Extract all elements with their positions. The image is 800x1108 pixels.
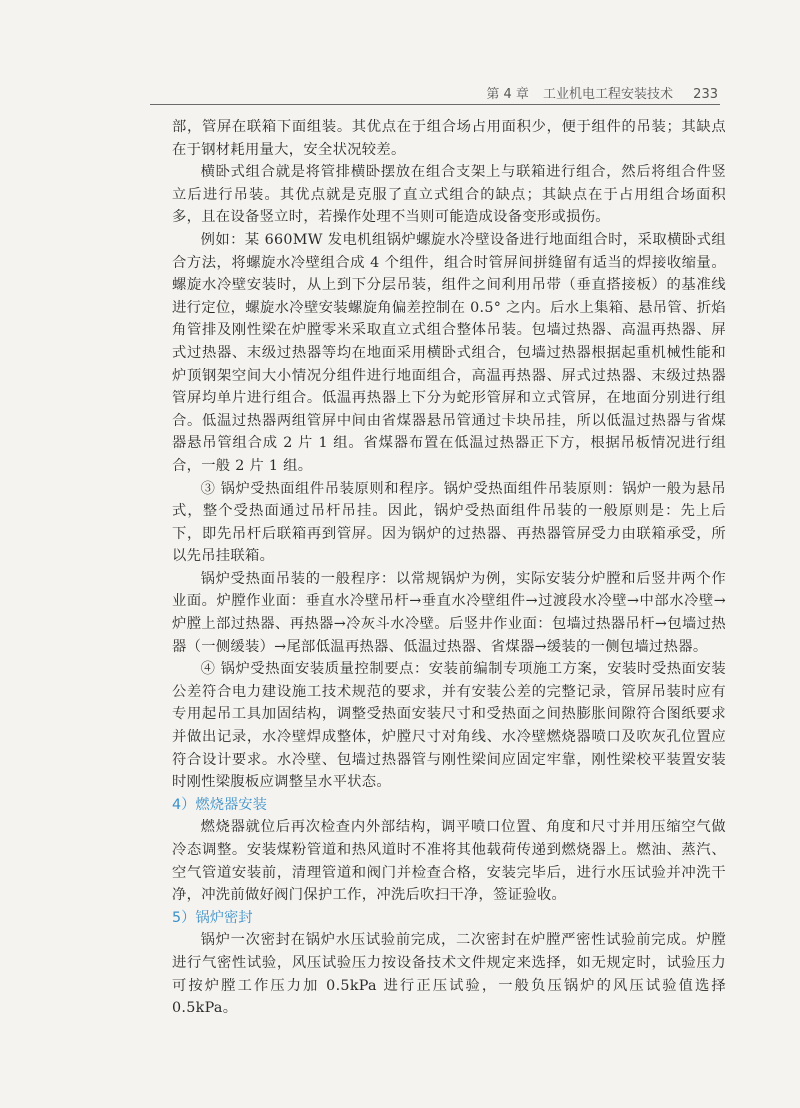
chapter-title: 工业机电工程安装技术: [543, 87, 674, 102]
paragraph-lifting-principles: ③ 锅炉受热面组件吊装原则和程序。锅炉受热面组件吊装原则：锅炉一般为悬吊式，整个受热面通过吊杆吊挂。因此，锅炉受热面组件吊装的一般原则是：先上后下，即先吊杆后联箱再到管屏。因为锅炉的过热器、再热器管屏受力由联箱承受，所以先吊挂联箱。: [172, 480, 726, 565]
header-rule: [150, 104, 720, 105]
paragraph-quality-control: ④ 锅炉受热面安装质量控制要点：安装前编制专项施工方案，安装时受热面安装公差符合电力建设施工技术规范的要求，并有安装公差的完整记录，管屏吊装时应有专用起吊工具加固结构，调整受热面安装尺寸和受热面之间热膨胀间隙符合图纸要求并做出记录，水冷壁焊成整体，炉膛尺寸对角线、水冷壁燃烧器喷口及吹灰孔位置应符合设计要求。水冷壁、包墙过热器管与刚性梁间应固定牢靠，刚性梁校平装置安装时刚性梁腹板应调整呈水平状态。: [172, 661, 726, 791]
page-header: [0, 0, 800, 106]
paragraph-horizontal-assembly: 横卧式组合就是将管排横卧摆放在组合支架上与联箱进行组合，然后将组合件竖立后进行吊装。其优点就是克服了直立式组合的缺点；其缺点在于占用组合场面积多，且在设备竖立时，若操作处理不当则可能造成设备变形或损伤。: [172, 164, 726, 226]
heading-boiler-sealing: 5）锅炉密封: [172, 909, 253, 926]
chapter-label: 第 4 章: [486, 87, 529, 102]
paragraph-lifting-procedure: 锅炉受热面吊装的一般程序：以常规锅炉为例，实际安装分炉膛和后竖井两个作业面。炉膛作业面：垂直水冷壁吊杆→垂直水冷壁组件→过渡段水冷壁→中部水冷壁→炉膛上部过热器、再热器→冷灰斗水冷壁。后竖井作业面：包墙过热器吊杆→包墙过热器（一侧缓装）→尾部低温再热器、低温过热器、省煤器→缓装的一侧包墙过热器。: [172, 570, 726, 655]
page-number: 233: [693, 87, 718, 102]
heading-burner-installation: 4）燃烧器安装: [172, 796, 267, 813]
paragraph-boiler-sealing: 锅炉一次密封在锅炉水压试验前完成，二次密封在炉膛严密性试验前完成。炉膛进行气密性试验，风压试验压力按设备技术文件规定来选择，如无规定时，试验压力可按炉膛工作压力加 0.5kPa 进行正压试验，一般负压锅炉的风压试验值选择 0.5kPa。: [172, 932, 726, 1017]
paragraph-continued: 部，管屏在联箱下面组装。其优点在于组合场占用面积少，便于组件的吊装；其缺点在于钢材耗用量大，安全状况较差。: [172, 119, 726, 158]
page-body: [172, 116, 726, 1020]
running-head: [476, 83, 718, 102]
paragraph-example: 例如：某 660MW 发电机组锅炉螺旋水冷壁设备进行地面组合时，采取横卧式组合方法，将螺旋水冷壁组合成 4 个组件，组合时管屏间拼缝留有适当的焊接收缩量。螺旋水冷壁安装时，从上到下分层吊装，组件之间利用吊带（垂直搭接板）的基准线进行定位，螺旋水冷壁安装螺旋角偏差控制在 0.5° 之内。后水上集箱、悬吊管、折焰角管排及刚性梁在炉膛零米采取直立式组合整体吊装。包墙过热器、高温再热器、屏式过热器、末级过热器等均在地面采用横卧式组合，包墙过热器根据起重机械性能和炉顶钢架空间大小情况分组件进行地面组合，高温再热器、屏式过热器、末级过热器管屏均单片进行组合。低温再热器上下分为蛇形管屏和立式管屏，在地面分别进行组合。低温过热器两组管屏中间由省煤器悬吊管通过卡块吊挂，所以低温过热器与省煤器悬吊管组合成 2 片 1 组。省煤器布置在低温过热器正下方，根据吊板情况进行组合，一般 2 片 1 组。: [172, 231, 726, 474]
paragraph-burner-installation: 燃烧器就位后再次检查内外部结构，调平喷口位置、角度和尺寸并用压缩空气做冷态调整。安装煤粉管道和热风道时不准将其他载荷传递到燃烧器上。燃油、蒸汽、空气管道安装前，清理管道和阀门并检查合格，安装完毕后，进行水压试验并冲洗干净，冲洗前做好阀门保护工作，冲洗后吹扫干净，签证验收。: [172, 819, 726, 904]
